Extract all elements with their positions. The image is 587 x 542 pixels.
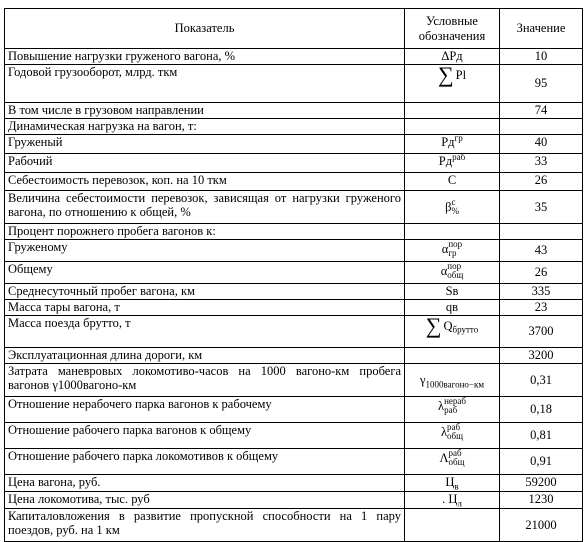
header-value: Значение <box>500 9 583 49</box>
row-symbol: λраб общ <box>405 423 500 449</box>
table-row <box>5 103 583 119</box>
row-label: Динамическая нагрузка на вагон, т: <box>5 119 405 135</box>
row-label: Среднесуточный пробег вагона, км <box>5 284 405 300</box>
row-label: Общему <box>5 262 405 284</box>
row-symbol: $\gamma_{1000вагоно-км}$ <box>405 364 500 397</box>
row-symbol: qв <box>405 300 500 316</box>
row-symbol <box>405 509 500 542</box>
table-row <box>5 348 583 364</box>
row-symbol: ∑ Pl <box>405 65 500 103</box>
header-row <box>5 9 583 49</box>
row-symbol: $Ц_в$ <box>405 475 500 492</box>
row-symbol: λнераб раб <box>405 397 500 423</box>
row-label: Цена локомотива, тыс. руб <box>5 492 405 509</box>
sum-sign: ∑ <box>437 64 454 87</box>
table-row <box>5 509 583 542</box>
table-row <box>5 300 583 316</box>
row-value: 0,91 <box>500 449 583 475</box>
row-symbol: ΔPд <box>405 49 500 65</box>
row-symbol: Λраб общ <box>405 449 500 475</box>
row-value: 1230 <box>500 492 583 509</box>
header-symbol: Условные обозначения <box>405 9 500 49</box>
row-label: Масса тары вагона, т <box>5 300 405 316</box>
row-value: 95 <box>500 65 583 103</box>
row-label: Груженому <box>5 240 405 262</box>
table-row <box>5 475 583 492</box>
row-value: 3200 <box>500 348 583 364</box>
row-label: Повышение нагрузки груженого вагона, % <box>5 49 405 65</box>
row-value: 26 <box>500 173 583 191</box>
table-row <box>5 316 583 348</box>
row-symbol: $Pд^{раб}$ <box>405 154 500 173</box>
row-label: Отношение рабочего парка вагонов к общему <box>5 423 405 449</box>
row-label: Отношение нерабочего парка вагонов к рабочему <box>5 397 405 423</box>
row-label: Себестоимость перевозок, коп. на 10 ткм <box>5 173 405 191</box>
row-value: 59200 <box>500 475 583 492</box>
row-label: Цена вагона, руб. <box>5 475 405 492</box>
table-row <box>5 397 583 423</box>
table-row <box>5 449 583 475</box>
row-value: 21000 <box>500 509 583 542</box>
row-symbol: $Pд^{гр}$ <box>405 135 500 154</box>
table-row <box>5 240 583 262</box>
row-label: Годовой грузооборот, млрд. ткм <box>5 65 405 103</box>
row-label: Рабочий <box>5 154 405 173</box>
table-row <box>5 284 583 300</box>
row-label: Масса поезда брутто, т <box>5 316 405 348</box>
table-row <box>5 191 583 224</box>
row-symbol: . $Ц_л$ <box>405 492 500 509</box>
table-row <box>5 49 583 65</box>
row-symbol: ∑ $Q_{брутто}$ <box>405 316 500 348</box>
row-label: Груженый <box>5 135 405 154</box>
row-value: 335 <box>500 284 583 300</box>
row-label: Затрата маневровых локомотиво-часов на 1000 вагоно-км пробега вагонов γ1000вагоно-км <box>5 364 405 397</box>
row-symbol <box>405 224 500 240</box>
table-row <box>5 423 583 449</box>
row-label: Капиталовложения в развитие пропускной способности на 1 пару поездов, руб. на 1 км <box>5 509 405 542</box>
row-value: 0,31 <box>500 364 583 397</box>
table-row <box>5 224 583 240</box>
row-label: В том числе в грузовом направлении <box>5 103 405 119</box>
row-value: 10 <box>500 49 583 65</box>
row-value: 23 <box>500 300 583 316</box>
row-value: 35 <box>500 191 583 224</box>
row-label: Эксплуатационная длина дороги, км <box>5 348 405 364</box>
row-value <box>500 119 583 135</box>
header-indicator: Показатель <box>5 9 405 49</box>
sum-sign: ∑ <box>425 315 442 338</box>
table-row <box>5 364 583 397</box>
table-row <box>5 135 583 154</box>
row-value: 0,81 <box>500 423 583 449</box>
row-symbol <box>405 103 500 119</box>
row-symbol: αпор гр <box>405 240 500 262</box>
row-symbol: C <box>405 173 500 191</box>
row-value: 3700 <box>500 316 583 348</box>
row-label: Процент порожнего пробега вагонов к: <box>5 224 405 240</box>
row-symbol: Sв <box>405 284 500 300</box>
row-symbol <box>405 348 500 364</box>
row-symbol: αпор общ <box>405 262 500 284</box>
table-row <box>5 154 583 173</box>
row-value: 40 <box>500 135 583 154</box>
table-row <box>5 262 583 284</box>
row-label: Величина себестоимости перевозок, зависящая от нагрузки груженого вагона, по отношению к общей, % <box>5 191 405 224</box>
row-symbol: βc % <box>405 191 500 224</box>
row-value: 33 <box>500 154 583 173</box>
row-symbol <box>405 119 500 135</box>
table-row <box>5 119 583 135</box>
table-row <box>5 492 583 509</box>
row-value: 74 <box>500 103 583 119</box>
parameters-table <box>4 8 583 542</box>
row-value <box>500 224 583 240</box>
row-label: Отношение рабочего парка локомотивов к общему <box>5 449 405 475</box>
table-row <box>5 173 583 191</box>
row-value: 26 <box>500 262 583 284</box>
row-value: 43 <box>500 240 583 262</box>
row-value: 0,18 <box>500 397 583 423</box>
table-row <box>5 65 583 103</box>
